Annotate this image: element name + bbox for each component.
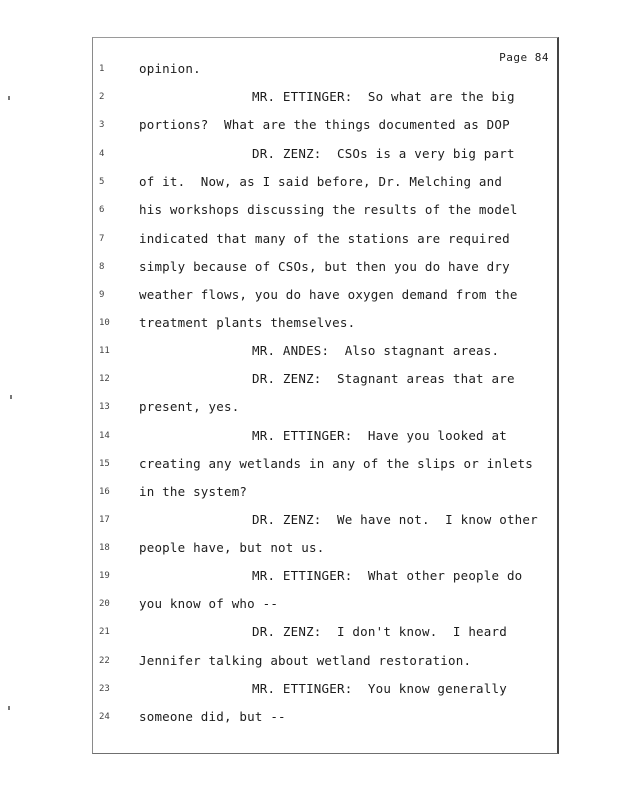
transcript-line [93,484,555,502]
transcript-line [93,117,555,135]
scan-mark [8,706,10,710]
transcript-line [93,399,555,417]
line-number: 2 [99,92,105,102]
transcript-line [93,61,555,79]
line-number: 11 [99,346,110,356]
line-text: portions? What are the things documented as DOP [139,117,510,132]
line-number: 8 [99,262,105,272]
line-text: someone did, but -- [139,709,286,724]
line-number: 19 [99,571,110,581]
line-number: 4 [99,149,105,159]
line-text: his workshops discussing the results of the model [139,202,518,217]
line-text: people have, but not us. [139,540,325,555]
transcript-line [93,259,555,277]
transcript-line [93,624,555,642]
scan-mark [8,96,10,100]
line-text: MR. ETTINGER: So what are the big [252,89,515,104]
line-text: MR. ETTINGER: Have you looked at [252,428,507,443]
line-text: MR. ETTINGER: You know generally [252,681,507,696]
line-text: of it. Now, as I said before, Dr. Melching and [139,174,503,189]
line-text: MR. ANDES: Also stagnant areas. [252,343,500,358]
line-number: 22 [99,656,110,666]
line-number: 9 [99,290,105,300]
transcript-line [93,315,555,333]
line-number: 5 [99,177,105,187]
line-number: 15 [99,459,110,469]
transcript-line [93,709,555,727]
line-number: 21 [99,627,110,637]
line-number: 18 [99,543,110,553]
transcript-line [93,596,555,614]
line-text: MR. ETTINGER: What other people do [252,568,523,583]
transcript-page [92,37,559,754]
line-text: creating any wetlands in any of the slips or inlets [139,456,534,471]
line-number: 17 [99,515,110,525]
line-number: 3 [99,120,105,130]
line-number: 7 [99,234,105,244]
line-number: 16 [99,487,110,497]
line-text: simply because of CSOs, but then you do have dry [139,259,510,274]
line-text: weather flows, you do have oxygen demand from the [139,287,518,302]
transcript-line [93,287,555,305]
line-text: DR. ZENZ: We have not. I know other [252,512,538,527]
transcript-line [93,568,555,586]
transcript-line [93,428,555,446]
line-text: Jennifer talking about wetland restoration. [139,653,472,668]
line-number: 24 [99,712,110,722]
line-text: DR. ZENZ: I don't know. I heard [252,624,507,639]
page-number: Page 84 [499,51,549,64]
transcript-line [93,202,555,220]
line-number: 6 [99,205,105,215]
line-text: opinion. [139,61,201,76]
line-number: 14 [99,431,110,441]
line-text: treatment plants themselves. [139,315,356,330]
transcript-line [93,231,555,249]
transcript-line [93,540,555,558]
transcript-line [93,146,555,164]
line-text: DR. ZENZ: Stagnant areas that are [252,371,515,386]
line-number: 12 [99,374,110,384]
transcript-line [93,456,555,474]
line-number: 13 [99,402,110,412]
line-number: 23 [99,684,110,694]
transcript-line [93,89,555,107]
transcript-line [93,174,555,192]
transcript-line [93,343,555,361]
transcript-line [93,512,555,530]
scan-mark [10,395,12,399]
line-text: indicated that many of the stations are required [139,231,510,246]
transcript-line [93,653,555,671]
transcript-line [93,681,555,699]
line-text: DR. ZENZ: CSOs is a very big part [252,146,515,161]
line-number: 10 [99,318,110,328]
line-text: you know of who -- [139,596,279,611]
line-text: present, yes. [139,399,240,414]
line-number: 20 [99,599,110,609]
line-number: 1 [99,64,105,74]
line-text: in the system? [139,484,248,499]
transcript-line [93,371,555,389]
